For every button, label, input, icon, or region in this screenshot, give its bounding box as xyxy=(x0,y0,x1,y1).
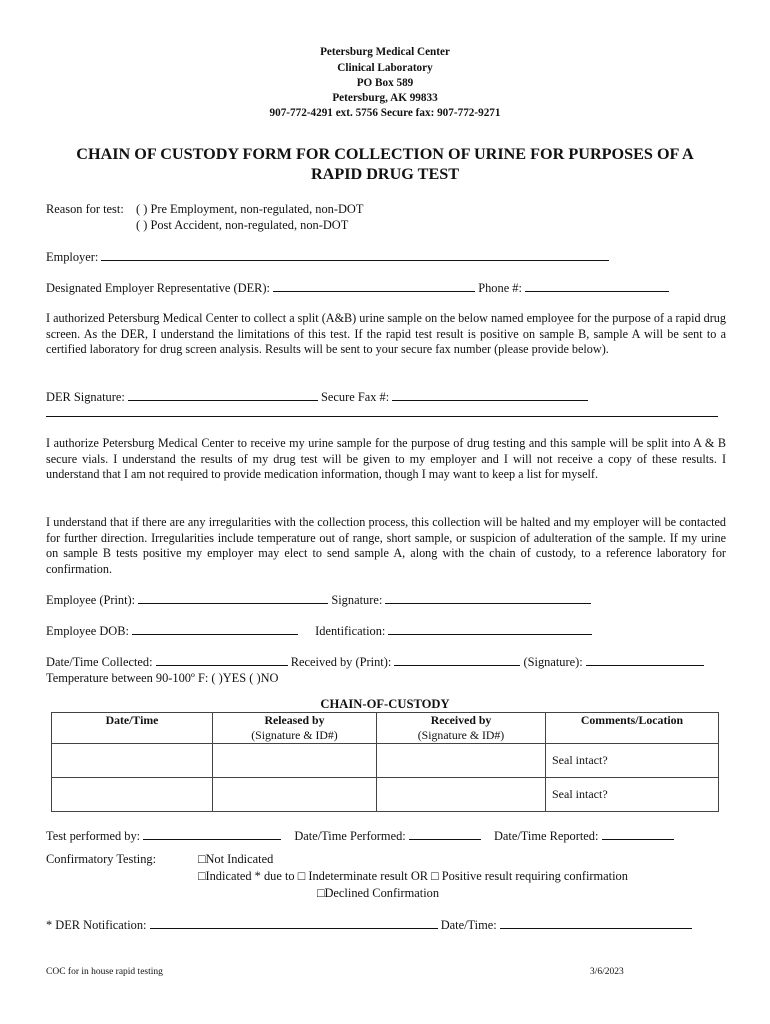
identification-label: Identification: xyxy=(315,624,386,638)
checkbox-icon[interactable]: □ xyxy=(198,852,206,866)
received-cell[interactable] xyxy=(377,778,546,812)
phone-label: Phone #: xyxy=(478,281,522,295)
released-cell[interactable] xyxy=(213,778,377,812)
positive-label: Positive result requiring confirmation xyxy=(441,869,628,883)
temperature-line[interactable]: Temperature between 90-100º F: ( )YES ( )NO xyxy=(46,671,279,685)
datetime-performed-label: Date/Time Performed: xyxy=(294,829,406,843)
coc-title: CHAIN-OF-CUSTODY xyxy=(320,697,450,711)
employee-authorization-text: I authorize Petersburg Medical Center to receive my urine sample for the purpose of drug testing and this sample will be split into A & B secure vials. I understand the results of my drug test will be given to my employer and I will not receive a copy of these results. I understand that I am not required to provide medication information, though I may want to keep a list for myself. xyxy=(46,436,726,482)
employer-row xyxy=(46,250,609,265)
test-performed-row xyxy=(46,829,674,844)
secure-fax-label: Secure Fax #: xyxy=(321,390,390,404)
datetime-cell[interactable] xyxy=(52,778,213,812)
der-signature-row xyxy=(46,390,588,405)
po-box: PO Box 589 xyxy=(356,77,414,89)
section-divider xyxy=(46,416,718,417)
indeterminate-label: Indeterminate result OR xyxy=(308,869,429,883)
coc-header-row xyxy=(52,713,719,744)
table-row xyxy=(52,778,719,812)
der-authorization-text: I authorized Petersburg Medical Center to collect a split (A&B) urine sample on the below named employee for the purpose of a rapid drug screen. As the DER, I understand the limitations of this test. If the rapid test result is positive on sample B, sample A will be sent to a certified laboratory for drug screen analysis. Results will be sent to your secure fax number (please provide below). xyxy=(46,311,726,357)
table-row xyxy=(52,744,719,778)
form-title-line1: CHAIN OF CUSTODY FORM FOR COLLECTION OF URINE FOR PURPOSES OF A xyxy=(76,145,694,163)
employee-print-field[interactable] xyxy=(138,593,328,604)
city-state: Petersburg, AK 99833 xyxy=(332,92,438,104)
checkbox-icon[interactable]: □ xyxy=(317,886,325,900)
checkbox-icon[interactable]: □ xyxy=(431,869,439,883)
employee-signature-field[interactable] xyxy=(385,593,591,604)
test-performed-label: Test performed by: xyxy=(46,829,141,843)
reason-label: Reason for test: xyxy=(46,202,124,216)
org-name: Petersburg Medical Center xyxy=(320,46,450,58)
confirmatory-label: Confirmatory Testing: xyxy=(46,852,157,866)
seal-intact-cell[interactable]: Seal intact? xyxy=(546,778,719,812)
footer-date: 3/6/2023 xyxy=(590,967,624,977)
date-time-field[interactable] xyxy=(500,918,692,929)
checkbox-icon[interactable]: □ xyxy=(297,869,306,883)
employee-print-label: Employee (Print): xyxy=(46,593,136,607)
seal-intact-cell[interactable]: Seal intact? xyxy=(546,744,719,778)
employee-dob-field[interactable] xyxy=(132,624,298,635)
employee-understanding-text: I understand that if there are any irregularities with the collection process, this collection will be halted and my employer will be contacted for further direction. Irregularities include temperature out of range, short sample, or suspicion of adulteration of the sample. If my urine on sample B tests positive my employer may elect to send sample A, along with the chain of custody, to a reference laboratory for confirmation. xyxy=(46,515,726,576)
received-signature-field[interactable] xyxy=(586,655,704,666)
employer-field[interactable] xyxy=(101,250,609,261)
checkbox-icon[interactable]: □ xyxy=(198,869,206,883)
der-row xyxy=(46,281,669,296)
der-label: Designated Employer Representative (DER): xyxy=(46,281,270,295)
received-by-print-label: Received by (Print): xyxy=(290,655,392,669)
datetime-reported-label: Date/Time Reported: xyxy=(493,829,599,843)
datetime-reported-field[interactable] xyxy=(602,829,674,840)
col-datetime: Date/Time xyxy=(52,713,213,744)
der-notification-row xyxy=(46,918,692,933)
der-notification-field[interactable] xyxy=(150,918,438,929)
not-indicated-option[interactable]: □Not Indicated xyxy=(198,852,274,866)
signature-label: Signature: xyxy=(331,593,383,607)
date-time-label: Date/Time: xyxy=(440,918,497,932)
employee-dob-label: Employee DOB: xyxy=(46,624,129,638)
der-name-field[interactable] xyxy=(273,281,475,292)
footer-form-name: COC for in house rapid testing xyxy=(46,967,163,977)
reason-option-pre-employment[interactable]: ( ) Pre Employment, non-regulated, non-DOT xyxy=(136,202,364,216)
datetime-collected-field[interactable] xyxy=(156,655,288,666)
reason-option-post-accident[interactable]: ( ) Post Accident, non-regulated, non-DOT xyxy=(136,218,349,232)
employee-dob-row xyxy=(46,624,592,639)
received-cell[interactable] xyxy=(377,744,546,778)
datetime-cell[interactable] xyxy=(52,744,213,778)
employee-print-row xyxy=(46,593,591,608)
secure-fax-field[interactable] xyxy=(392,390,588,401)
der-signature-field[interactable] xyxy=(128,390,318,401)
phone-fax: 907-772-4291 ext. 5756 Secure fax: 907-772-9271 xyxy=(269,107,501,119)
declined-option[interactable]: □Declined Confirmation xyxy=(317,886,440,900)
form-title-line2: RAPID DRUG TEST xyxy=(310,165,460,183)
identification-field[interactable] xyxy=(388,624,592,635)
received-signature-label: (Signature): xyxy=(523,655,583,669)
test-performed-field[interactable] xyxy=(143,829,281,840)
col-released-by: Released by (Signature & ID#) xyxy=(213,713,377,744)
phone-field[interactable] xyxy=(525,281,669,292)
indicated-option[interactable]: □Indicated * due to □ Indeterminate result OR □ Positive result requiring confirmation xyxy=(198,869,628,883)
col-comments: Comments/Location xyxy=(546,713,719,744)
der-notification-label: * DER Notification: xyxy=(46,918,147,932)
col-received-by: Received by (Signature & ID#) xyxy=(377,713,546,744)
released-cell[interactable] xyxy=(213,744,377,778)
employer-label: Employer: xyxy=(46,250,99,264)
datetime-performed-field[interactable] xyxy=(409,829,481,840)
datetime-collected-label: Date/Time Collected: xyxy=(46,655,153,669)
chain-of-custody-table xyxy=(51,712,719,812)
department: Clinical Laboratory xyxy=(337,62,433,74)
collection-row xyxy=(46,655,704,670)
der-signature-label: DER Signature: xyxy=(46,390,125,404)
received-by-print-field[interactable] xyxy=(394,655,520,666)
